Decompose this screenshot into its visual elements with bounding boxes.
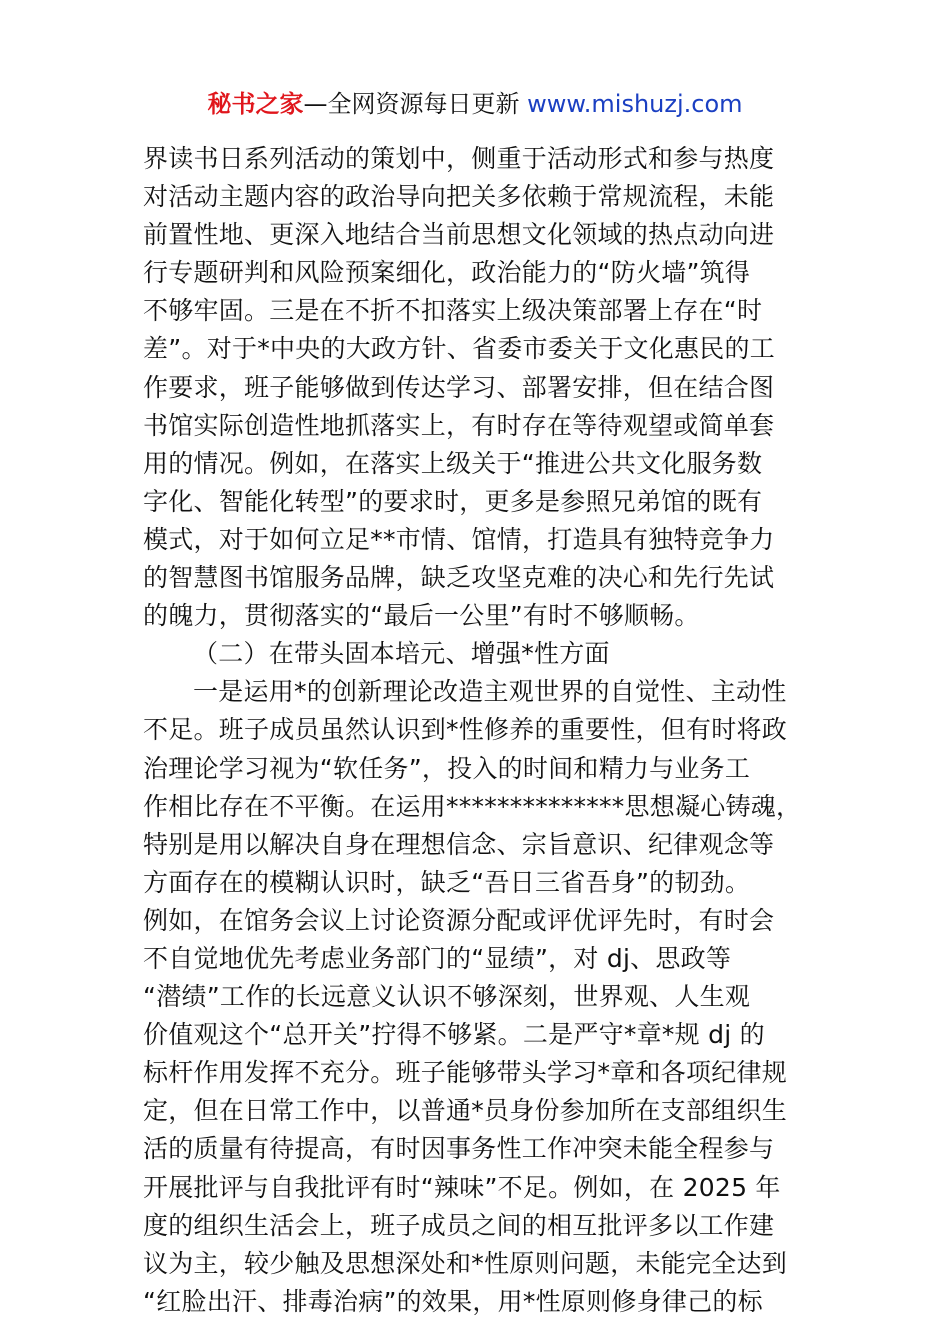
text-line: 书馆实际创造性地抓落实上，有时存在等待观望或简单套 xyxy=(143,410,775,440)
text-line: “潜绩”工作的长远意义认识不够深刻，世界观、人生观 xyxy=(143,982,751,1012)
paragraph-first-line: 一是运用*的创新理论改造主观世界的自觉性、主动性 xyxy=(193,677,787,707)
text-line: 标杆作用发挥不充分。班子能够带头学习*章和各项纪律规 xyxy=(143,1058,788,1088)
text-line: 字化、智能化转型”的要求时，更多是参照兄弟馆的既有 xyxy=(143,486,763,516)
text-line: 行专题研判和风险预案细化，政治能力的“防火墙”筑得 xyxy=(143,258,751,288)
text-line: 开展批评与自我批评有时“辣味”不足。例如，在 2025 年 xyxy=(143,1172,781,1202)
text-line: 方面存在的模糊认识时，缺乏“吾日三省吾身”的韧劲。 xyxy=(143,867,751,897)
text-line: 作相比存在不平衡。在运用**************思想凝心铸魂， xyxy=(143,791,802,821)
text-line: 的智慧图书馆服务品牌，缺乏攻坚克难的决心和先行先试 xyxy=(143,563,775,593)
text-line: 度的组织生活会上，班子成员之间的相互批评多以工作建 xyxy=(143,1210,775,1240)
header-tagline: —全网资源每日更新 xyxy=(303,90,520,118)
text-line: 治理论学习视为“软任务”，投入的时间和精力与业务工 xyxy=(143,753,751,783)
section-heading: （二）在带头固本培元、增强*性方面 xyxy=(193,639,610,669)
text-line: 前置性地、更深入地结合当前思想文化领域的热点动向进 xyxy=(143,220,775,250)
text-line: 不自觉地优先考虑业务部门的“显绩”，对 dj、思政等 xyxy=(143,943,732,973)
text-line: 模式，对于如何立足**市情、馆情，打造具有独特竞争力 xyxy=(143,524,775,554)
text-line: 界读书日系列活动的策划中，侧重于活动形式和参与热度 xyxy=(143,144,775,173)
text-line: 作要求，班子能够做到传达学习、部署安排，但在结合图 xyxy=(143,372,775,402)
text-line: 特别是用以解决自身在理想信念、宗旨意识、纪律观念等 xyxy=(143,829,775,859)
page-header xyxy=(0,86,950,122)
text-line: 不够牢固。三是在不折不扣落实上级决策部署上存在“时 xyxy=(143,296,763,326)
site-url: www.mishuzj.com xyxy=(527,90,743,118)
brand-name: 秘书之家 xyxy=(207,90,304,118)
text-line: 用的情况。例如，在落实上级关于“推进公共文化服务数 xyxy=(143,448,763,478)
text-line: 不足。班子成员虽然认识到*性修养的重要性，但有时将政 xyxy=(143,715,788,745)
text-line: 差”。对于*中央的大政方针、省委市委关于文化惠民的工 xyxy=(143,334,775,364)
text-line: 对活动主题内容的政治导向把关多依赖于常规流程，未能 xyxy=(143,182,775,212)
text-line: 活的质量有待提高，有时因事务性工作冲突未能全程参与 xyxy=(143,1134,775,1164)
text-line: 例如，在馆务会议上讨论资源分配或评优评先时，有时会 xyxy=(143,905,775,935)
text-line: 价值观这个“总开关”拧得不够紧。二是严守*章*规 dj 的 xyxy=(143,1020,765,1050)
document-body xyxy=(143,140,823,1321)
text-line: 定，但在日常工作中，以普通*员身份参加所在支部组织生 xyxy=(143,1096,788,1126)
text-line: 议为主，较少触及思想深处和*性原则问题，未能完全达到 xyxy=(143,1248,788,1278)
text-line: “红脸出汗、排毒治病”的效果，用*性原则修身律己的标 xyxy=(143,1286,763,1316)
text-line: 的魄力，贯彻落实的“最后一公里”有时不够顺畅。 xyxy=(143,601,700,631)
